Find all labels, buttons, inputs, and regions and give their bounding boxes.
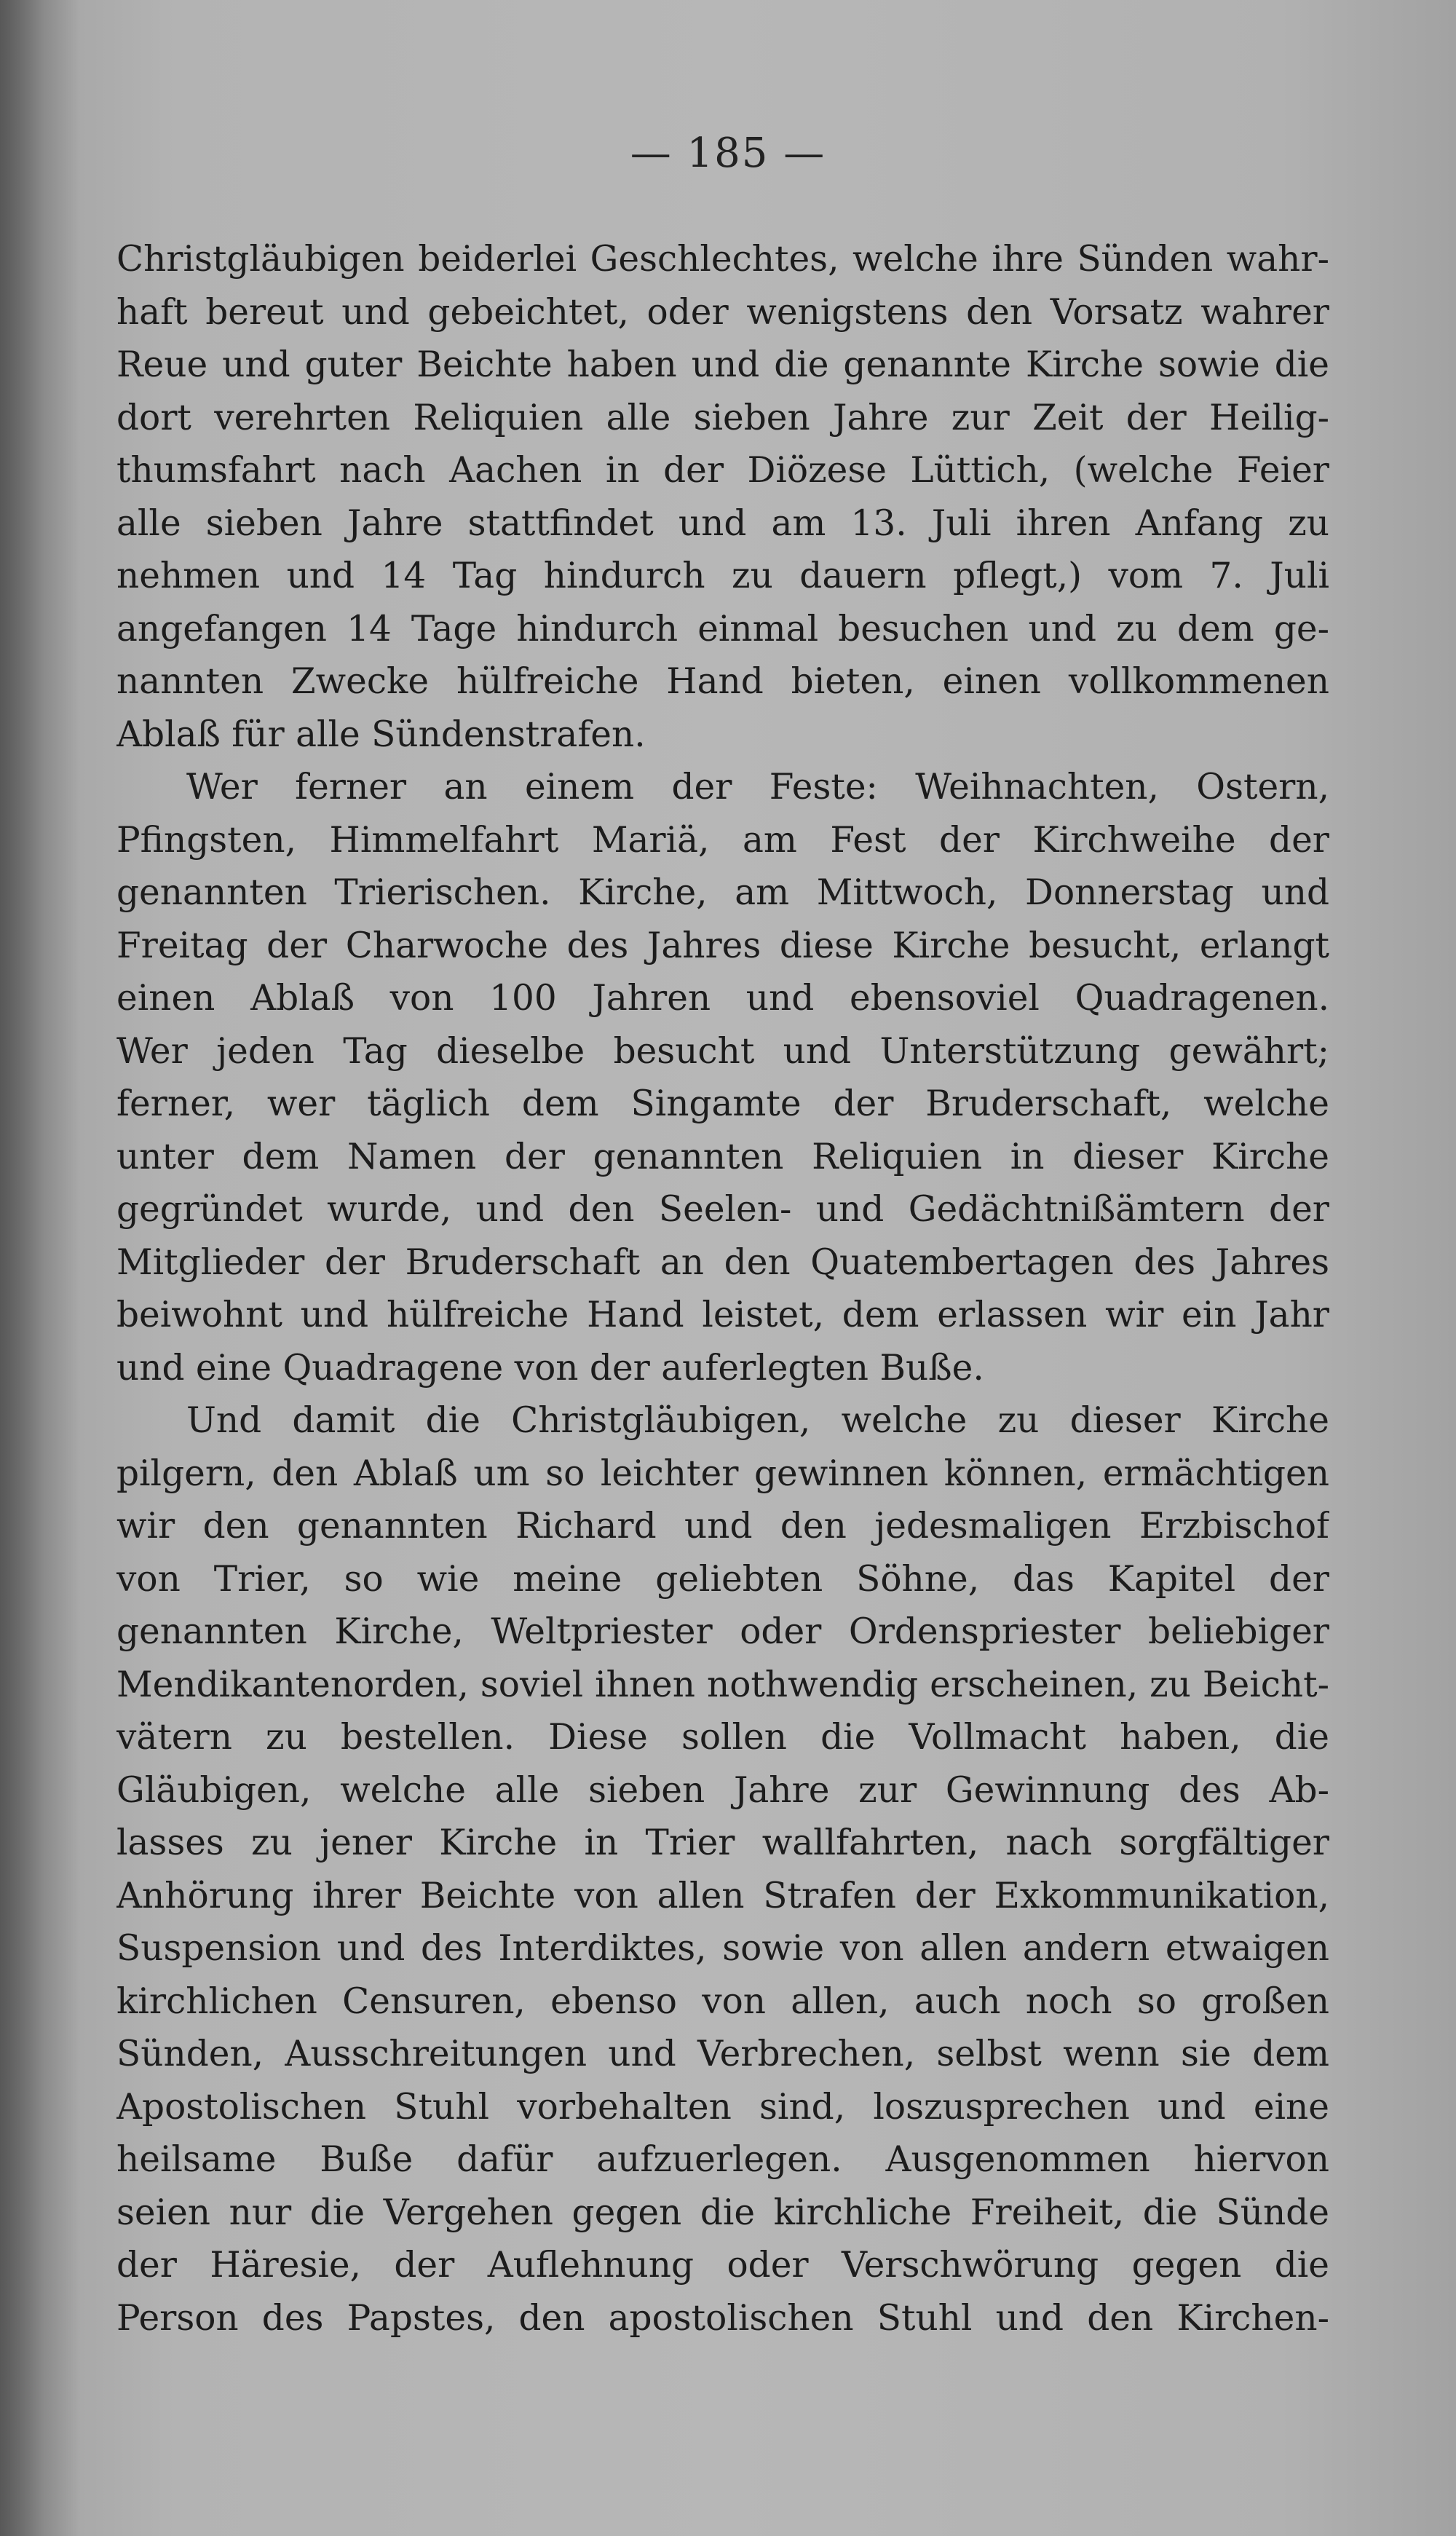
text-line: pilgern, den Ablaß um so leichter gewinnen können, ermächtigen (116, 1453, 1329, 1494)
text-line: genannten Trierischen. Kirche, am Mittwoch, Donnerstag und (116, 872, 1329, 913)
page-number: — 185 — (630, 130, 826, 177)
text-line: beiwohnt und hülfreiche Hand leistet, dem erlassen wir ein Jahr (116, 1295, 1329, 1335)
text-line: von Trier, so wie meine geliebten Söhne, das Kapitel der (116, 1558, 1329, 1600)
body-text (116, 233, 1329, 2345)
text-line: Freitag der Charwoche des Jahres diese Kirche besucht, erlangt (116, 925, 1329, 966)
text-line: dort verehrten Reliquien alle sieben Jahre zur Zeit der Heilig- (116, 397, 1329, 438)
text-line: Wer jeden Tag dieselbe besucht und Unterstützung gewährt; (116, 1030, 1329, 1072)
text-line: haft bereut und gebeichtet, oder wenigstens den Vorsatz wahrer (116, 291, 1329, 333)
text-line: und eine Quadragene von der auferlegten Buße. (116, 1347, 984, 1389)
text-line: Ablaß für alle Sündenstrafen. (116, 714, 646, 755)
text-line: gegründet wurde, und den Seelen- und Gedächtnißämtern der (116, 1189, 1329, 1230)
text-line: unter dem Namen der genannten Reliquien in dieser Kirche (116, 1136, 1329, 1177)
text-line: nannten Zwecke hülfreiche Hand bieten, einen vollkommenen (116, 661, 1329, 702)
text-line: Christgläubigen beiderlei Geschlechtes, welche ihre Sünden wahr- (116, 239, 1329, 280)
text-line: seien nur die Vergehen gegen die kirchliche Freiheit, die Sünde (116, 2192, 1329, 2233)
text-line: der Häresie, der Auflehnung oder Verschwörung gegen die (116, 2245, 1329, 2286)
text-line: Mitglieder der Bruderschaft an den Quatembertagen des Jahres (116, 1241, 1329, 1283)
text-line: kirchlichen Censuren, ebenso von allen, auch noch so großen (116, 1980, 1329, 2022)
text-line: thumsfahrt nach Aachen in der Diözese Lüttich, (welche Feier (116, 450, 1329, 491)
text-line: Wer ferner an einem der Feste: Weihnachten, Ostern, (186, 767, 1329, 807)
text-line: wir den genannten Richard und den jedesmaligen Erzbischof (116, 1506, 1329, 1547)
text-line: Reue und guter Beichte haben und die genannte Kirche sowie die (116, 344, 1329, 385)
text-line: Pfingsten, Himmelfahrt Mariä, am Fest der Kirchweihe der (116, 819, 1329, 861)
text-line: lasses zu jener Kirche in Trier wallfahrten, nach sorgfältiger (116, 1822, 1329, 1863)
text-line: vätern zu bestellen. Diese sollen die Vollmacht haben, die (116, 1717, 1329, 1758)
text-line: Sünden, Ausschreitungen und Verbrechen, selbst wenn sie dem (116, 2034, 1329, 2074)
text-line: nehmen und 14 Tag hindurch zu dauern pflegt,) vom 7. Juli (116, 556, 1329, 596)
text-line: heilsame Buße dafür aufzuerlegen. Ausgenommen hiervon (116, 2139, 1329, 2180)
text-line: Gläubigen, welche alle sieben Jahre zur Gewinnung des Ab- (116, 1769, 1329, 1811)
text-line: genannten Kirche, Weltpriester oder Ordenspriester beliebiger (116, 1611, 1329, 1652)
text-line: ferner, wer täglich dem Singamte der Bruderschaft, welche (116, 1083, 1329, 1124)
text-line: Mendikantenorden, soviel ihnen nothwendig erscheinen, zu Beicht- (116, 1664, 1329, 1705)
text-line: alle sieben Jahre stattfindet und am 13. Juli ihren Anfang zu (116, 502, 1329, 544)
text-line: Person des Papstes, den apostolischen Stuhl und den Kirchen- (116, 2297, 1329, 2339)
text-line: Suspension und des Interdiktes, sowie von allen andern etwaigen (116, 1928, 1329, 1969)
text-line: Anhörung ihrer Beichte von allen Strafen der Exkommunikation, (116, 1875, 1329, 1916)
text-line: angefangen 14 Tage hindurch einmal besuchen und zu dem ge- (116, 608, 1329, 649)
text-line: Apostolischen Stuhl vorbehalten sind, loszusprechen und eine (116, 2086, 1329, 2128)
text-line: einen Ablaß von 100 Jahren und ebensoviel Quadragenen. (116, 978, 1329, 1019)
text-line: Und damit die Christgläubigen, welche zu dieser Kirche (186, 1400, 1329, 1441)
